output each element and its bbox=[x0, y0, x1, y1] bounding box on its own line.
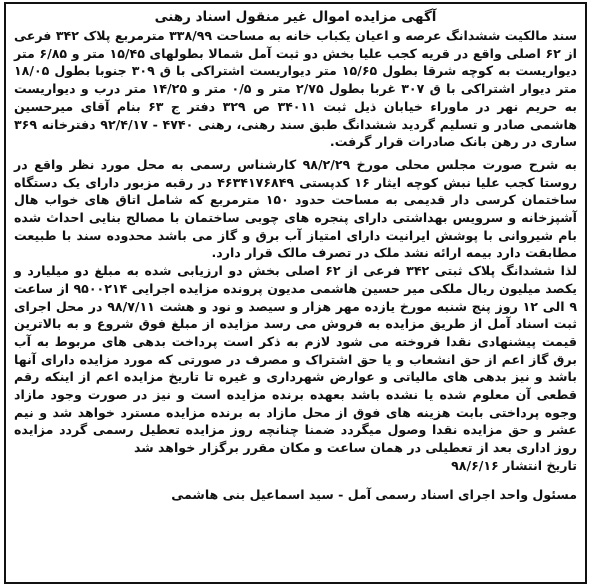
expert-report: به شرح صورت مجلس محلی مورخ ۹۸/۲/۲۹ کارشناس رسمی به محل مورد نظر واقع در روستا کجب علیا نبش کوچه ایثار ۱۶ کدپستی ۴۶۳۴۱۷۶۸۴۹ در رقبه مزبور دارای یک دستگاه ساختمان کرسی دار قدیمی به مساحت حدود ۱۵۰ مترمربع که شامل اتاق های خواب هال آشپزخانه و سرویس بهداشتی دارای پنجره های چوبی ساختمان با مصالح بنایی احداث شده بام شیروانی با پوشش ایرانیت دارای امتیاز آب برق و گاز می باشد محدوده سند با طبیعت مطابقت دارد بیمه ارائه نشد ملک در تصرف مالک قرار دارد. bbox=[14, 156, 577, 261]
publish-date: تاریخ انتشار ۹۸/۶/۱۶ bbox=[451, 457, 577, 473]
signature-line: مسئول واحد اجرای اسناد رسمی آمل - سید اسماعیل بنی هاشمی bbox=[171, 486, 577, 502]
notice-title: آگهی مزایده اموال غیر منقول اسناد رهنی bbox=[154, 9, 437, 25]
auction-notice bbox=[4, 2, 587, 584]
auction-terms: لذا ششدانگ پلاک ثبتی ۳۴۲ فرعی از ۶۲ اصلی بخش دو ارزیابی شده به مبلغ دو میلیارد و یکصد میلیون ریال ملکی میر حسین هاشمی مدیون پرونده مزایده اجرایی ۹۵۰۰۲۱۴ از ساعت ۹ الی ۱۲ روز پنج شنبه مورخ یازده مهر هزار و سیصد و نود و هشت ۹۸/۷/۱۱ در محل اجرای ثبت اسناد آمل از طریق مزایده به فروش می رسد مزایده از مبلغ فوق شروع و به بالاترین قیمت پیشنهادی نقدا فروخته می شود لازم به ذکر است پرداخت بدهی های مربوط به آب برق گاز اعم از حق انشعاب و یا حق اشتراک و مصرف در صورتی که مورد مزایده دارای آنها باشد و نیز بدهی های مالیاتی و عوارض شهرداری و غیره تا تاریخ مزایده اعم از اینکه رقم قطعی آن معلوم شده یا نشده باشد بعهده برنده مزایده است و نیز در صورت وجود مازاد وجوه پرداختی بابت هزینه های فوق از محل مازاد به برنده مزایده مسترد خواهد شد و نیم عشر و حق مزایده نقدا وصول میگردد ضمنا چنانچه روز مزایده تعطیل رسمی گردد مزایده روز اداری بعد از تعطیلی در همان ساعت و مکان مقرر برگزار خواهد شد bbox=[14, 263, 578, 456]
property-description: سند مالکیت ششدانگ عرصه و اعیان یکباب خانه به مساحت ۳۳۸/۹۹ مترمربع پلاک ۳۴۲ فرعی از ۶۲ اصلی واقع در قریه کجب علیا بخش دو ثبت آمل شمالا بطولهای ۱۵/۴۵ متر و ۶/۸۵ متر دیواریست به کوچه شرقا بطول ۱۵/۶۵ متر دیواریست اشتراکی با ق ۳۰۹ جنوبا بطول ۱۸/۰۵ متر دیوار اشتراکی با ق ۳۰۷ غربا بطول ۲/۷۵ متر و ۰/۵ متر و ۱۴/۲۵ متر درب و دیواریست به حریم نهر در ماوراء خیابان ذیل ثبت ۳۴۰۱۱ ص ۳۲۹ دفتر ج ۶۳ بنام آقای میرحسین هاشمی صادر و تسلیم گردید ششدانگ طبق سند رهنی، رهنی ۴۷۴۰ - ۹۲/۴/۱۷ دفترخانه ۳۶۹ ساری در رهن بانک صادرات قرار گرفت. bbox=[14, 28, 578, 150]
